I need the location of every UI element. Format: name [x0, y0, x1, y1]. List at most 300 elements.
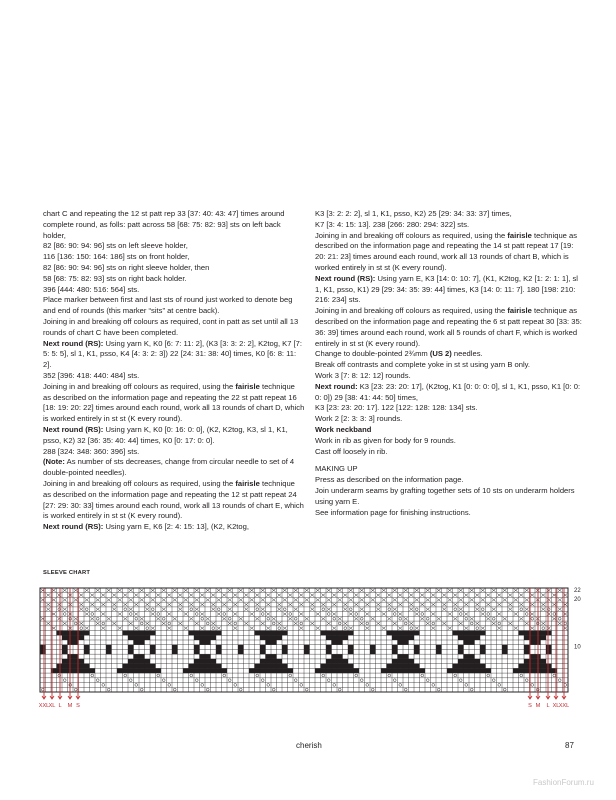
chart-cell-cross [558, 608, 562, 611]
chart-cell-circle [261, 679, 264, 682]
chart-cell-cross [525, 598, 529, 601]
chart-cell-filled [194, 631, 200, 636]
chart-cell-filled [134, 654, 140, 659]
chart-cell-cross [151, 598, 155, 601]
chart-cell-filled [139, 640, 145, 645]
chart-cell-cross [503, 598, 507, 601]
chart-cell-filled [150, 664, 156, 669]
chart-cell-cross [112, 622, 116, 625]
chart-cell-circle [278, 627, 281, 630]
chart-cell-filled [271, 659, 277, 664]
chart-cell-filled [403, 631, 409, 636]
chart-cell-circle [454, 674, 457, 677]
chart-cell-cross [305, 598, 309, 601]
chart-cell-filled [469, 659, 475, 664]
chart-cell-filled [277, 668, 283, 673]
text-run: See information page for finishing instructions. [315, 507, 471, 517]
chart-cell-cross [464, 627, 468, 630]
chart-cell-filled [475, 664, 481, 669]
chart-cell-circle [558, 679, 561, 682]
paragraph [43, 263, 305, 274]
chart-cell-cross [497, 612, 501, 615]
text-run: technique as described on the information page and repeating the 12 st patt repeat 24 [27: 29: 30: 33] times around each round, work all 13 rounds of chart E, which is worked entirely in st st (K every round). [43, 478, 304, 521]
chart-cell-filled [524, 635, 530, 640]
chart-cell-filled [480, 649, 486, 654]
chart-cell-cross [349, 598, 353, 601]
chart-cell-filled [332, 635, 338, 640]
chart-cell-cross [145, 603, 149, 606]
chart-cell-circle [173, 688, 176, 691]
chart-cell-filled [277, 631, 283, 636]
chart-cell-cross [255, 603, 259, 606]
chart-cell-cross [470, 617, 474, 620]
chart-cell-filled [79, 635, 85, 640]
chart-cell-filled [139, 631, 145, 636]
bold-text: fairisle [235, 381, 260, 391]
chart-cell-filled [282, 631, 288, 636]
chart-cell-cross [96, 622, 100, 625]
chart-cell-filled [414, 664, 420, 669]
chart-cell-cross [156, 617, 160, 620]
text-run: 116 [136: 150: 164: 186] sts on front holder, [43, 252, 190, 262]
chart-cell-circle [234, 684, 237, 687]
text-run: Using yarn K, K0 [6: 7: 11: 2], (K3 [3: 3: 2: 2], K2tog, K7 [7: 5: 5: 5], sl 1, K1, psso, K4 [4: 3: 2: 3]) 22 [24: 31: 38: 40] times, K0 [6: 8: 11: 2]. [43, 338, 302, 370]
paragraph [315, 231, 583, 274]
chart-cell-circle [63, 679, 66, 682]
chart-cell-cross [167, 612, 171, 615]
chart-cell-filled [332, 640, 338, 645]
chart-cell-cross [426, 608, 430, 611]
chart-cell-circle [129, 613, 132, 616]
chart-cell-circle [201, 617, 204, 620]
chart-cell-circle [432, 622, 435, 625]
chart-cell-cross [343, 608, 347, 611]
chart-cell-circle [212, 627, 215, 630]
chart-cell-cross [255, 617, 259, 620]
chart-cell-circle [102, 684, 105, 687]
chart-cell-filled [541, 664, 547, 669]
chart-cell-filled [321, 668, 327, 673]
chart-cell-circle [267, 617, 270, 620]
chart-cell-cross [211, 622, 215, 625]
chart-cell-filled [266, 635, 272, 640]
chart-cell-cross [393, 589, 397, 592]
chart-cell-cross [332, 594, 336, 597]
chart-cell-cross [448, 598, 452, 601]
chart-cell-filled [200, 659, 206, 664]
chart-cell-cross [431, 603, 435, 606]
chart-cell-filled [337, 635, 343, 640]
chart-cell-filled [304, 649, 310, 654]
chart-cell-circle [531, 617, 534, 620]
chart-cell-filled [266, 664, 272, 669]
chart-cell-cross [283, 627, 287, 630]
chart-cell-cross [508, 608, 512, 611]
chart-cell-filled [271, 635, 277, 640]
chart-cell-cross [409, 622, 413, 625]
chart-cell-filled [205, 659, 211, 664]
chart-cell-cross [134, 603, 138, 606]
chart-cell-filled [403, 654, 409, 659]
chart-cell-filled [519, 668, 525, 673]
chart-cell-filled [216, 649, 222, 654]
chart-cell-cross [387, 603, 391, 606]
chart-cell-cross [387, 617, 391, 620]
text-run: K3 [23: 23: 20: 17]. 122 [122: 128: 128: 134] sts. [315, 403, 478, 413]
chart-cell-cross [481, 627, 485, 630]
chart-cell-filled [216, 664, 222, 669]
text-run: technique as described on the information page and repeating the 14 st patt repeat 17 [19: 20: 21: 23] times around each round, work all 13 rounds of chart B, which is worked entirely in st st (K every round). [315, 230, 578, 272]
chart-cell-cross [239, 598, 243, 601]
chart-cell-cross [530, 603, 534, 606]
chart-cell-cross [305, 589, 309, 592]
chart-cell-cross [442, 594, 446, 597]
text-run: MAKING UP [315, 464, 358, 474]
chart-cell-filled [128, 631, 134, 636]
chart-cell-cross [497, 603, 501, 606]
paragraph [315, 447, 583, 458]
chart-cell-cross [514, 627, 518, 630]
chart-cell-cross [508, 594, 512, 597]
chart-cell-filled [145, 635, 151, 640]
chart-cell-cross [360, 622, 364, 625]
text-run: 82 [86: 90: 94: 96] sts on left sleeve holder, [43, 241, 188, 251]
chart-cell-circle [487, 613, 490, 616]
chart-cell-filled [211, 631, 217, 636]
chart-cell-filled [194, 649, 200, 654]
paragraph [43, 209, 305, 241]
paragraph [43, 479, 305, 522]
paragraph [315, 349, 583, 360]
chart-cell-cross [46, 608, 50, 611]
chart-cell-filled [541, 659, 547, 664]
chart-cell-circle [520, 674, 523, 677]
text-run: Joining in and breaking off colours as required, using the [43, 478, 236, 488]
chart-cell-circle [426, 617, 429, 620]
chart-cell-circle [300, 622, 303, 625]
chart-cell-filled [84, 645, 90, 650]
chart-cell-cross [74, 589, 78, 592]
chart-cell-filled [343, 635, 349, 640]
chart-cell-filled [156, 668, 162, 673]
chart-cell-filled [271, 668, 277, 673]
text-run: Joining in and breaking off colours as required, using the [43, 381, 236, 391]
chart-cell-circle [355, 613, 358, 616]
chart-cell-filled [409, 631, 415, 636]
chart-cell-filled [409, 668, 415, 673]
chart-grid [40, 588, 568, 692]
chart-cell-filled [326, 659, 332, 664]
paragraph [315, 360, 583, 371]
chart-cell-circle [388, 674, 391, 677]
chart-cell-cross [486, 594, 490, 597]
chart-cell-filled [392, 659, 398, 664]
chart-cell-cross [233, 603, 237, 606]
chart-cell-filled [387, 631, 393, 636]
text-run: Work 2 [2: 3: 3: 3] rounds. [315, 414, 403, 424]
chart-cell-cross [415, 589, 419, 592]
chart-cell-circle [102, 622, 105, 625]
chart-cell-filled [57, 668, 63, 673]
chart-cell-cross [431, 627, 435, 630]
chart-cell-cross [244, 608, 248, 611]
chart-cell-cross [118, 627, 122, 630]
chart-cell-cross [464, 612, 468, 615]
chart-cell-filled [337, 659, 343, 664]
chart-cell-filled [409, 664, 415, 669]
chart-cell-circle [80, 627, 83, 630]
chart-cell-cross [189, 617, 193, 620]
chart-cell-circle [91, 674, 94, 677]
chart-cell-filled [266, 654, 272, 659]
chart-cell-cross [371, 598, 375, 601]
chart-cell-circle [206, 622, 209, 625]
chart-cell-filled [249, 668, 255, 673]
chart-cell-cross [426, 589, 430, 592]
chart-cell-cross [558, 589, 562, 592]
chart-cell-circle [195, 613, 198, 616]
chart-cell-cross [316, 627, 320, 630]
chart-cell-cross [90, 594, 94, 597]
chart-cell-filled [326, 631, 332, 636]
chart-cell-cross [266, 612, 270, 615]
chart-cell-filled [453, 631, 459, 636]
page-number: 87 [565, 741, 574, 750]
chart-cell-cross [525, 608, 529, 611]
text-run: Break off contrasts and complete yoke in st st using yarn B only. [315, 360, 530, 370]
chart-cell-filled [348, 668, 354, 673]
chart-cell-cross [288, 594, 292, 597]
chart-cell-cross [530, 594, 534, 597]
chart-cell-cross [327, 589, 331, 592]
chart-cell-cross [107, 598, 111, 601]
text-run: chart C and repeating the 12 st patt rep 33 [37: 40: 43: 47] times around complete round, as folls: patt across 58 [68: 75: 82: 93] sts on left back holder, [43, 209, 285, 240]
chart-cell-cross [420, 594, 424, 597]
paragraph [315, 475, 583, 486]
bold-text: fairisle [235, 478, 260, 488]
chart-cell-filled [453, 668, 459, 673]
chart-cell-cross [459, 589, 463, 592]
chart-cell-circle [525, 679, 528, 682]
chart-cell-filled [354, 668, 360, 673]
text-run: Work 3 [7: 8: 12: 12] rounds. [315, 370, 411, 380]
chart-cell-cross [195, 622, 199, 625]
chart-cell-filled [79, 659, 85, 664]
chart-cell-filled [381, 668, 387, 673]
chart-cell-cross [437, 589, 441, 592]
chart-cell-filled [139, 654, 145, 659]
chart-cell-filled [194, 664, 200, 669]
bold-text: Work neckband [315, 424, 372, 434]
chart-cell-cross [288, 603, 292, 606]
size-label-right: S [528, 703, 532, 709]
size-label-right: L [546, 703, 550, 709]
chart-cell-cross [360, 608, 364, 611]
chart-cell-circle [360, 617, 363, 620]
text-run: K7 [3: 4: 15: 13]. 238 [266: 280: 294: 322] sts. [315, 219, 470, 229]
chart-cell-cross [316, 598, 320, 601]
chart-cell-cross [46, 603, 50, 606]
chart-cell-cross [167, 627, 171, 630]
chart-cell-cross [261, 598, 265, 601]
chart-cell-filled [139, 635, 145, 640]
paragraph [315, 274, 583, 306]
chart-cell-circle [272, 688, 275, 691]
text-run: Joining in and breaking off colours as required, using the [315, 230, 508, 240]
text-run: K3 [23: 23: 20: 17], (K2tog, K1 [0: 0: 0: 0], sl 1, K1, psso, K1 [0: 0: 0: 0]) 29 [38: 41: 44: 50] times, [315, 381, 581, 402]
chart-cell-filled [326, 645, 332, 650]
chart-cell-filled [541, 635, 547, 640]
chart-cell-cross [162, 608, 166, 611]
chart-cell-cross [206, 617, 210, 620]
chart-cell-cross [206, 598, 210, 601]
chart-cell-filled [480, 664, 486, 669]
chart-cell-filled [277, 635, 283, 640]
chart-cell-cross [327, 598, 331, 601]
chart-cell-filled [62, 668, 68, 673]
chart-cell-filled [337, 654, 343, 659]
chart-cell-cross [459, 622, 463, 625]
chart-cell-filled [271, 654, 277, 659]
chart-cell-cross [46, 594, 50, 597]
chart-cell-filled [200, 635, 206, 640]
chart-cell-cross [382, 612, 386, 615]
chart-cell-cross [519, 594, 523, 597]
chart-cell-filled [79, 668, 85, 673]
chart-cell-circle [289, 613, 292, 616]
text-run: 58 [68: 75: 82: 93] sts on right back holder. [43, 273, 187, 283]
chart-cell-cross [63, 622, 67, 625]
chart-cell-filled [436, 645, 442, 650]
chart-cell-filled [475, 635, 481, 640]
chart-cell-circle [492, 617, 495, 620]
chart-cell-filled [282, 664, 288, 669]
chart-cell-circle [426, 679, 429, 682]
chart-cell-circle [91, 613, 94, 616]
chart-cell-filled [194, 645, 200, 650]
chart-cell-cross [156, 594, 160, 597]
chart-cell-cross [173, 617, 177, 620]
chart-cell-cross [321, 603, 325, 606]
text-run: Press as described on the information page. [315, 475, 464, 485]
chart-cell-filled [128, 668, 134, 673]
paragraph [43, 252, 305, 263]
chart-cell-cross [310, 603, 314, 606]
chart-cell-filled [139, 659, 145, 664]
paragraph [315, 209, 583, 220]
chart-cell-cross [151, 612, 155, 615]
chart-cell-cross [365, 603, 369, 606]
chart-cell-cross [343, 622, 347, 625]
paragraph [43, 274, 305, 285]
chart-cell-cross [442, 622, 446, 625]
chart-cell-cross [464, 603, 468, 606]
chart-cell-cross [365, 612, 369, 615]
chart-cell-filled [84, 649, 90, 654]
text-run: 288 [324: 348: 360: 396] sts. [43, 446, 140, 456]
chart-cell-filled [150, 649, 156, 654]
chart-cell-circle [399, 684, 402, 687]
chart-cell-cross [514, 598, 518, 601]
chart-cell-cross [178, 608, 182, 611]
chart-cell-filled [326, 668, 332, 673]
chart-cell-filled [277, 659, 283, 664]
chart-cell-filled [40, 645, 46, 650]
chart-cell-cross [398, 612, 402, 615]
chart-cell-filled [315, 668, 321, 673]
chart-cell-circle [217, 608, 220, 611]
chart-cell-cross [151, 589, 155, 592]
chart-cell-cross [541, 622, 545, 625]
chart-cell-cross [294, 598, 298, 601]
chart-cell-cross [332, 603, 336, 606]
chart-cell-filled [332, 631, 338, 636]
chart-cell-filled [288, 668, 294, 673]
chart-cell-cross [162, 589, 166, 592]
chart-cell-cross [371, 589, 375, 592]
chart-cell-filled [348, 645, 354, 650]
chart-cell-cross [404, 598, 408, 601]
chart-cell-filled [282, 649, 288, 654]
chart-cell-filled [392, 631, 398, 636]
chart-cell-filled [282, 668, 288, 673]
text-run: 396 [444: 480: 516: 564] sts. [43, 284, 140, 294]
chart-cell-filled [519, 631, 525, 636]
chart-cell-cross [277, 594, 281, 597]
chart-cell-filled [205, 631, 211, 636]
chart-cell-cross [206, 589, 210, 592]
paragraph [315, 382, 583, 404]
chart-cell-cross [85, 598, 89, 601]
chart-cell-circle [520, 608, 523, 611]
chart-cell-filled [189, 668, 195, 673]
chart-cell-filled [348, 664, 354, 669]
chart-cell-cross [442, 608, 446, 611]
chart-cell-cross [426, 622, 430, 625]
instructions-right-column [315, 209, 583, 518]
chart-cell-circle [267, 684, 270, 687]
chart-cell-filled [106, 645, 112, 650]
chart-cell-cross [519, 617, 523, 620]
chart-cell-circle [283, 608, 286, 611]
chart-cell-cross [431, 594, 435, 597]
chart-cell-filled [414, 631, 420, 636]
chart-cell-filled [392, 649, 398, 654]
chart-cell-cross [228, 608, 232, 611]
chart-cell-cross [541, 594, 545, 597]
chart-cell-filled [337, 640, 343, 645]
chart-cell-cross [129, 589, 133, 592]
size-label-right: M [535, 703, 541, 709]
chart-cell-filled [458, 645, 464, 650]
chart-cell-circle [553, 613, 556, 616]
chart-cell-filled [480, 631, 486, 636]
chart-cell-circle [432, 684, 435, 687]
chart-cell-circle [360, 679, 363, 682]
chart-cell-circle [206, 688, 209, 691]
text-run: Joining in and breaking off colours as required, cont in patt as set until all 13 rounds of chart C have been completed. [43, 316, 299, 337]
chart-cell-filled [326, 664, 332, 669]
chart-cell-cross [459, 598, 463, 601]
chart-cell-cross [508, 622, 512, 625]
size-label-left: S [76, 703, 80, 709]
chart-cell-filled [447, 668, 453, 673]
text-run: Using yarn E, K6 [2: 4: 15: 13], (K2, K2tog, [103, 522, 249, 532]
magazine-name: cherish [296, 741, 322, 750]
paragraph [43, 522, 305, 533]
chart-cell-circle [459, 613, 462, 616]
chart-cell-cross [525, 622, 529, 625]
